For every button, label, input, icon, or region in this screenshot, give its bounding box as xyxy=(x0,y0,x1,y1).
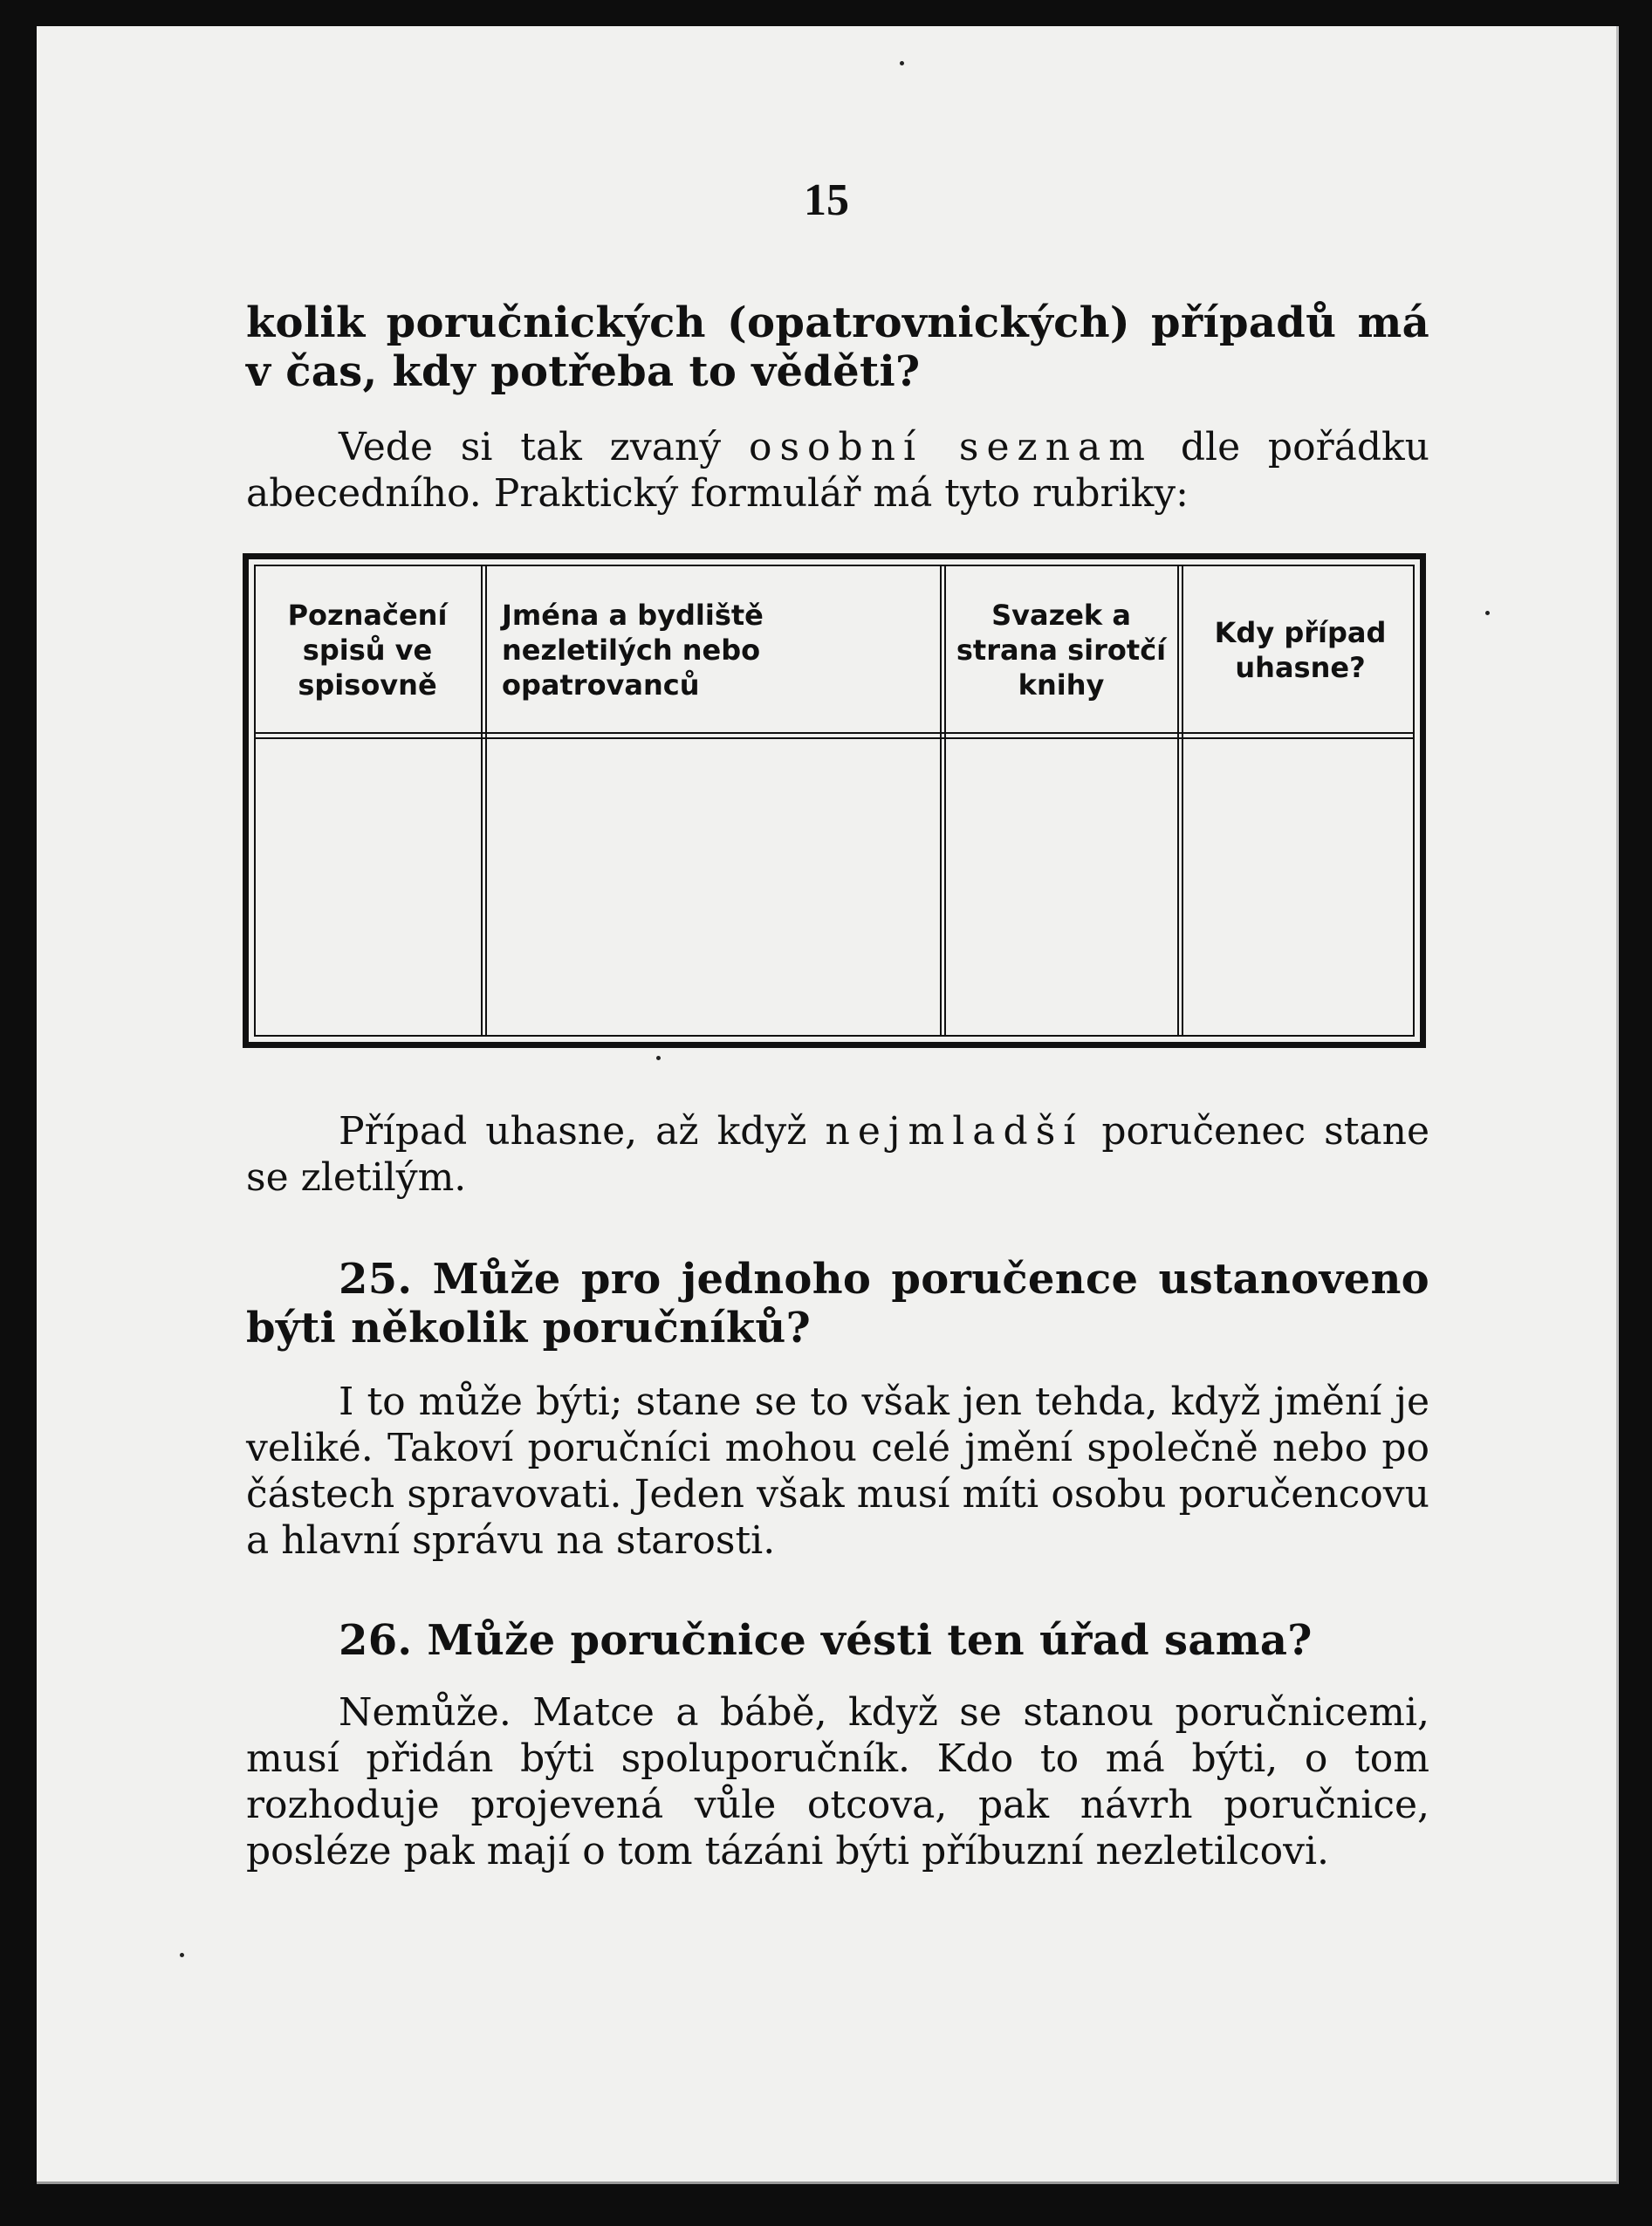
after-table-spaced: nejmladší xyxy=(825,1109,1084,1154)
question-25: 25. Může pro jednoho poručence ustanoveno býti několik poručníků? xyxy=(246,1255,1429,1353)
table-header-cell: Svazek a strana sirotčí knihy xyxy=(956,599,1167,702)
speck xyxy=(180,1953,184,1957)
book-page xyxy=(37,26,1619,2184)
after-table-after: poručenec stane se zletilým. xyxy=(246,1109,1429,1200)
intro-answer xyxy=(246,424,1429,517)
intro-question: kolik poručnických (opatrovnických) případů má v čas, kdy potřeba to věděti? xyxy=(246,298,1429,396)
column-divider xyxy=(940,565,946,1037)
table-header-cell: Poznačení spisů ve spisovně xyxy=(287,599,448,702)
speck xyxy=(1485,611,1490,615)
column-divider xyxy=(481,565,487,1037)
speck xyxy=(656,1056,661,1060)
register-form-table xyxy=(243,553,1426,1048)
question-26: 26. Může poručnice vésti ten úřad sama? xyxy=(339,1616,1313,1665)
after-table-text xyxy=(246,1108,1429,1201)
table-header-cell: Jména a bydliště nezletilých nebo opatrovanců xyxy=(502,599,764,702)
answer-25: I to může býti; stane se to však jen tehda, když jmění je veliké. Takoví poručníci mohou celé jmění společně nebo po částech spravovati. Jeden však musí míti osobu poručencovu a hlavní správu na starosti. xyxy=(246,1380,1429,1563)
speck xyxy=(900,61,904,65)
intro-answer-after: dle pořádku abecedního. Praktický formulář má tyto rubriky: xyxy=(246,425,1430,516)
page-number: 15 xyxy=(804,175,849,225)
after-table-before: Případ uhasne, až když xyxy=(339,1109,826,1154)
header-divider xyxy=(254,732,1415,739)
intro-answer-spaced: osobní seznam xyxy=(748,425,1154,469)
column-divider xyxy=(1177,565,1183,1037)
intro-answer-before: Vede si tak zvaný xyxy=(339,425,749,469)
table-header-cell: Kdy případ uhasne? xyxy=(1214,616,1387,684)
answer-26: Nemůže. Matce a bábě, když se stanou poručnicemi, musí přidán býti spoluporučník. Kdo to má býti, o tom rozhoduje projevená vůle otcova, pak návrh poručnice, posléze pak mají o tom tázáni býti příbuzní nezletilcovi. xyxy=(246,1690,1429,1873)
